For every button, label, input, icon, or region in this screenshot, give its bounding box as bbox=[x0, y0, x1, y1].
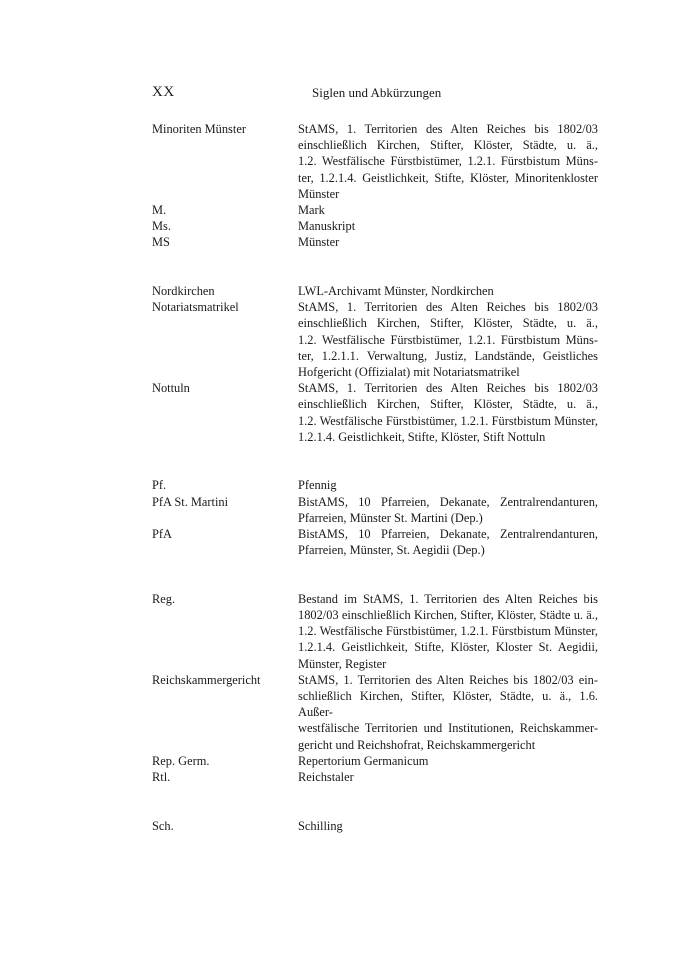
abbreviation-entry bbox=[152, 380, 598, 445]
abbreviation-term: MS bbox=[152, 235, 170, 250]
abbreviation-definition bbox=[298, 769, 598, 785]
definition-line: Bestand im StAMS, 1. Territorien des Alten Reiches bis bbox=[298, 591, 598, 606]
definition-line: StAMS, 1. Territorien des Alten Reiches bis 1802/03 bbox=[298, 300, 598, 315]
definition-line: 1.2. Westfälische Fürstbistümer, 1.2.1. Fürstbistum Müns- bbox=[298, 154, 598, 169]
abbreviation-definition bbox=[298, 299, 598, 380]
definition-line: Mark bbox=[298, 203, 325, 218]
abbreviation-entry bbox=[152, 769, 598, 785]
abbreviation-term: Nordkirchen bbox=[152, 284, 215, 299]
abbreviation-definition bbox=[298, 818, 598, 834]
abbreviation-entry bbox=[152, 299, 598, 380]
abbreviation-entry bbox=[152, 477, 598, 493]
abbreviation-entry bbox=[152, 591, 598, 672]
definition-line: Manuskript bbox=[298, 219, 356, 234]
abbreviation-term: Minoriten Münster bbox=[152, 122, 246, 136]
abbreviation-definition bbox=[298, 234, 598, 250]
abbreviation-definition bbox=[298, 121, 598, 202]
abbreviation-definition bbox=[298, 494, 598, 526]
abbreviation-definition bbox=[298, 477, 598, 493]
page-number: XX bbox=[152, 84, 175, 100]
abbreviation-entry bbox=[152, 202, 598, 218]
definition-line: 1.2. Westfälische Fürstbistümer, 1.2.1. Fürstbistum Müns- bbox=[298, 332, 598, 347]
definition-line: BistAMS, 10 Pfarreien, Dekanate, Zentralrendanturen, bbox=[298, 527, 598, 542]
definition-line: einschließlich Kirchen, Stifter, Klöster, Städte, u. ä., bbox=[298, 138, 598, 153]
abbreviation-entry bbox=[152, 283, 598, 299]
abbreviation-entry bbox=[152, 526, 598, 558]
abbreviation-definition bbox=[298, 753, 598, 769]
abbreviation-term: PfA St. Martini bbox=[152, 494, 229, 509]
definition-line: ter, 1.2.1.4. Geistlichkeit, Stifte, Klöster, Minoritenkloster bbox=[298, 170, 598, 185]
abbreviation-definition bbox=[298, 380, 598, 445]
abbreviation-entry bbox=[152, 818, 598, 834]
definition-line: Münster bbox=[298, 186, 340, 201]
definition-line: StAMS, 1. Territorien des Alten Reiches bis 1802/03 ein- bbox=[298, 672, 598, 687]
abbreviation-list bbox=[152, 121, 598, 834]
definition-line: Hofgericht (Offizialat) mit Notariatsmatrikel bbox=[298, 365, 520, 380]
definition-line: Münster, Register bbox=[298, 656, 387, 671]
abbreviation-entry bbox=[152, 672, 598, 753]
abbreviation-term: Rtl. bbox=[152, 770, 171, 785]
definition-line: LWL-Archivamt Münster, Nordkirchen bbox=[298, 284, 494, 299]
definition-line: Pfarreien, Münster St. Martini (Dep.) bbox=[298, 510, 483, 525]
definition-line: 1802/03 einschließlich Kirchen, Stifter, Klöster, Städte u. ä., bbox=[298, 608, 598, 623]
page-header bbox=[152, 84, 598, 104]
definition-line: 1.2.1.4. Geistlichkeit, Stifte, Klöster, Stift Nottuln bbox=[298, 429, 546, 444]
definition-line: ter, 1.2.1.1. Verwaltung, Justiz, Landstände, Geistliches bbox=[298, 348, 598, 363]
group-spacer bbox=[152, 445, 598, 477]
definition-line: Münster bbox=[298, 235, 340, 250]
abbreviation-entry bbox=[152, 494, 598, 526]
definition-line: einschließlich Kirchen, Stifter, Klöster, Städte, u. ä., bbox=[298, 316, 598, 331]
abbreviation-term: Notariatsmatrikel bbox=[152, 300, 239, 315]
definition-line: 1.2. Westfälische Fürstbistümer, 1.2.1. Fürstbistum Münster, bbox=[298, 624, 598, 639]
definition-line: Pfennig bbox=[298, 478, 337, 493]
abbreviation-definition bbox=[298, 218, 598, 234]
abbreviation-term: Reichskammergericht bbox=[152, 672, 261, 687]
definition-line: Repertorium Germanicum bbox=[298, 753, 429, 768]
abbreviation-entry bbox=[152, 218, 598, 234]
definition-line: 1.2. Westfälische Fürstbistümer, 1.2.1. Fürstbistum Münster, bbox=[298, 413, 598, 428]
definition-line: westfälische Territorien und Institutionen, Reichskammer- bbox=[298, 721, 598, 736]
abbreviation-definition bbox=[298, 591, 598, 672]
abbreviation-definition bbox=[298, 283, 598, 299]
abbreviation-term: Sch. bbox=[152, 818, 174, 833]
abbreviation-entry bbox=[152, 121, 598, 202]
definition-line: BistAMS, 10 Pfarreien, Dekanate, Zentralrendanturen, bbox=[298, 494, 598, 509]
definition-line: StAMS, 1. Territorien des Alten Reiches bis 1802/03 bbox=[298, 122, 598, 136]
definition-line: 1.2.1.4. Geistlichkeit, Stifte, Klöster, Kloster St. Aegidii, bbox=[298, 640, 598, 655]
definition-line: gericht und Reichshofrat, Reichskammergericht bbox=[298, 737, 536, 752]
abbreviation-term: Pf. bbox=[152, 478, 167, 493]
group-spacer bbox=[152, 785, 598, 817]
abbreviation-definition bbox=[298, 202, 598, 218]
definition-line: Pfarreien, Münster, St. Aegidii (Dep.) bbox=[298, 543, 485, 558]
definition-line: schließlich Kirchen, Stifter, Klöster, Städte, u. ä., 1.6. Außer- bbox=[298, 689, 598, 720]
definition-line: StAMS, 1. Territorien des Alten Reiches bis 1802/03 bbox=[298, 381, 598, 396]
abbreviation-term: Nottuln bbox=[152, 381, 190, 396]
definition-line: Reichstaler bbox=[298, 770, 354, 785]
abbreviation-definition bbox=[298, 672, 598, 753]
definition-line: einschließlich Kirchen, Stifter, Klöster, Städte, u. ä., bbox=[298, 397, 598, 412]
definition-line: Schilling bbox=[298, 818, 343, 833]
running-title: Siglen und Abkürzungen bbox=[312, 85, 442, 100]
abbreviation-term: Ms. bbox=[152, 219, 171, 234]
abbreviation-term: Reg. bbox=[152, 591, 176, 606]
abbreviation-term: Rep. Germ. bbox=[152, 753, 210, 768]
group-spacer bbox=[152, 251, 598, 283]
abbreviation-term: PfA bbox=[152, 527, 172, 542]
abbreviation-entry bbox=[152, 753, 598, 769]
abbreviation-definition bbox=[298, 526, 598, 558]
group-spacer bbox=[152, 558, 598, 590]
abbreviation-term: M. bbox=[152, 203, 167, 218]
abbreviation-entry bbox=[152, 234, 598, 250]
